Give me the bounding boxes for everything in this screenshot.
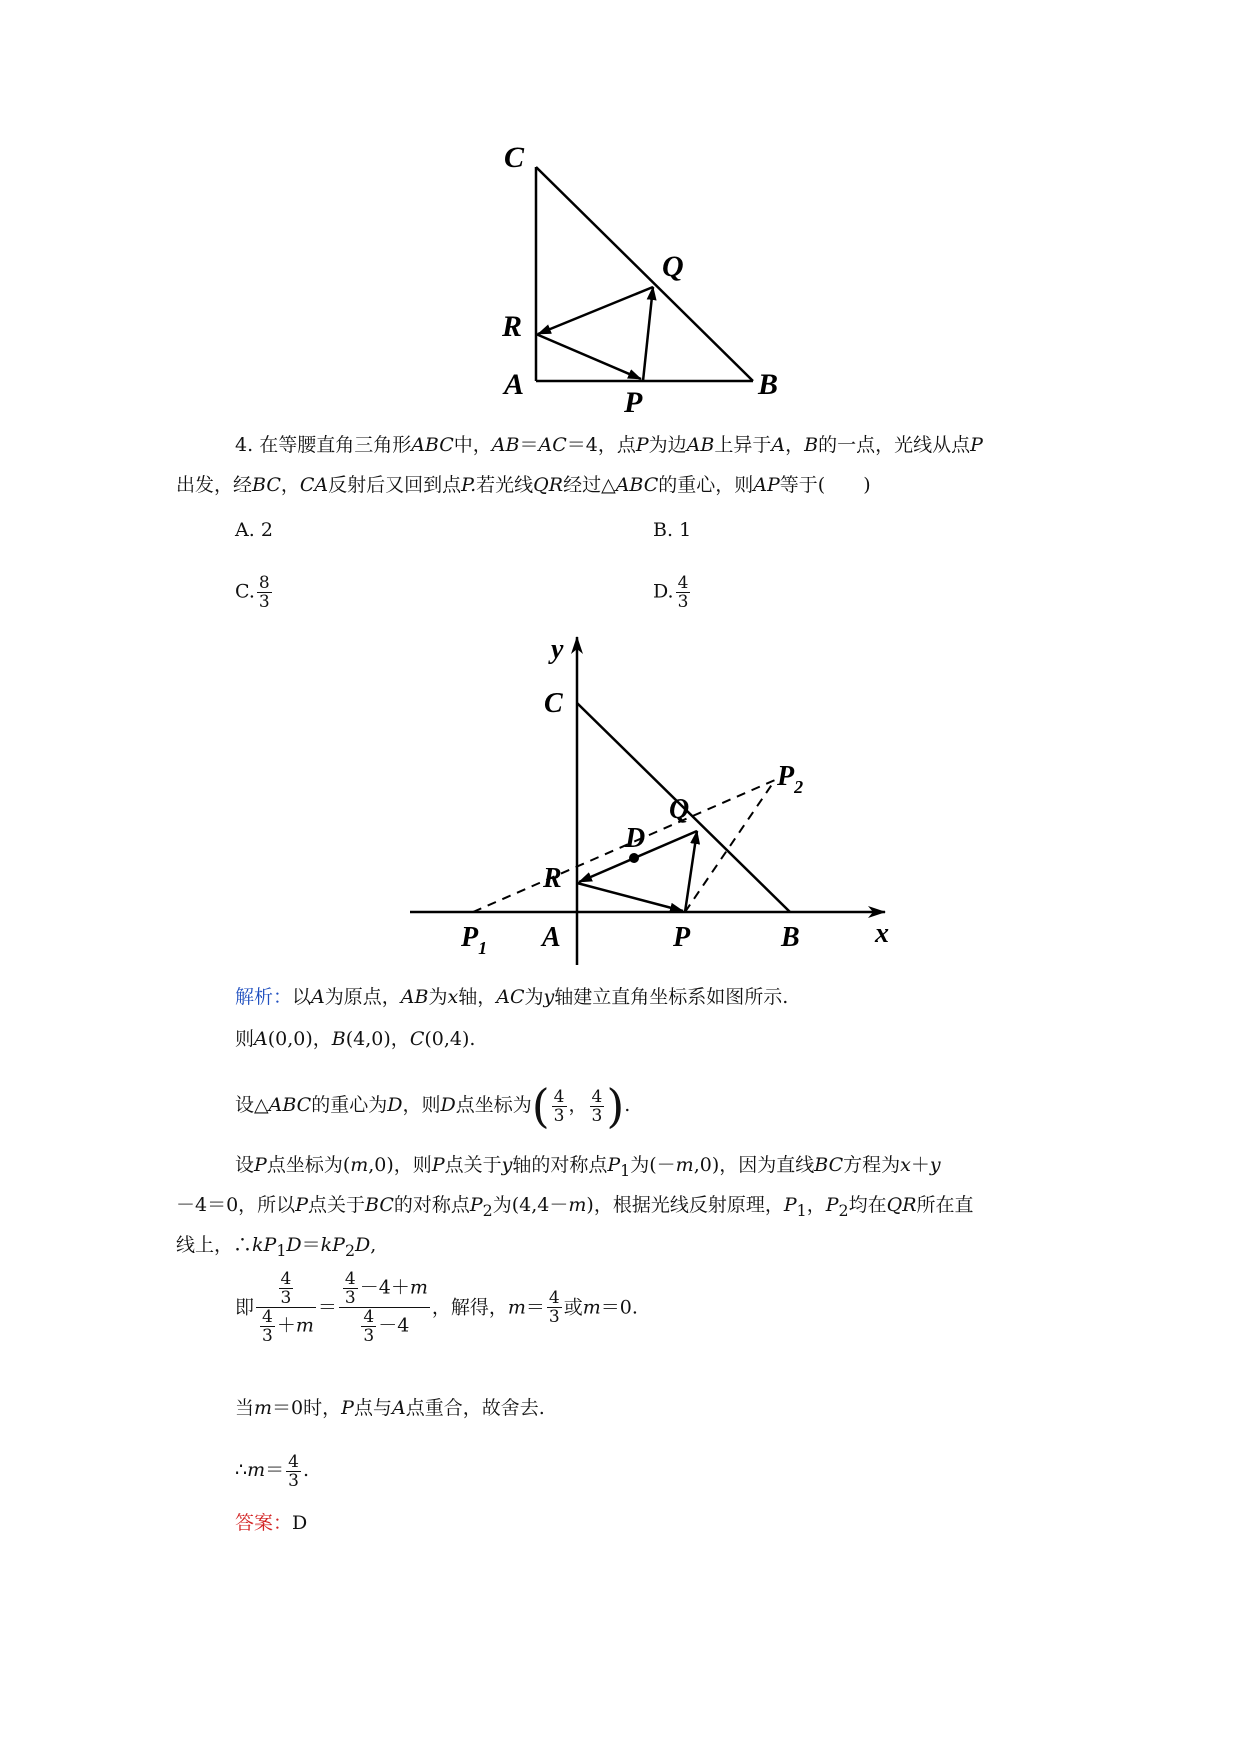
problem-line-2: 出发，经BC，CA反射后又回到点P.若光线QR经过△ABC的重心，则AP等于( ) [176, 474, 871, 496]
label-p: P [673, 922, 691, 953]
label-p2: $P_2$ [777, 761, 804, 797]
solution-line-8: 当m＝0时，P点与A点重合，故舍去. [235, 1397, 545, 1419]
label-b: B [781, 922, 800, 953]
fraction: $\frac{8}{3}$ [258, 573, 270, 612]
fraction: $\frac{4}{3}$ [288, 1451, 299, 1491]
answer-value: D [292, 1512, 308, 1534]
label-a: A [542, 922, 561, 953]
option-c[interactable]: C. $\frac{8}{3}$ [235, 573, 270, 612]
label-r: R [502, 310, 523, 343]
option-b[interactable]: B. 1 [653, 519, 692, 541]
solution-line-2: 则A(0,0)，B(4,0)，C(0,4). [235, 1028, 476, 1050]
solution-line-9: ∴m＝ $\frac{4}{3}$ . [235, 1451, 310, 1491]
label-q: Q [669, 794, 690, 825]
analysis-label: 解析： [235, 986, 293, 1008]
label-p1: $P_1$ [461, 922, 488, 958]
label-b: B [758, 368, 779, 401]
option-a[interactable]: A. 2 [235, 519, 273, 541]
left-paren: ( [531, 1079, 550, 1133]
solution-line-1: 解析：以A为原点，AB为x轴，AC为y轴建立直角坐标系如图所示. [235, 986, 789, 1008]
label-a: A [504, 368, 525, 401]
answer-label: 答案： [235, 1512, 293, 1534]
label-x: x [875, 918, 889, 949]
ray-qr [538, 287, 653, 334]
label-y: y [551, 634, 564, 665]
figure-coordinate-solution [405, 625, 905, 965]
solution-line-5: －4＝0，所以P点关于BC的对称点$P_2$为(4,4－m)，根据光线反射原理，$P_1$，$P_2$均在QR所在直 [176, 1194, 974, 1220]
label-q: Q [662, 250, 684, 283]
fraction: $\frac{4}{3}$ [553, 1086, 565, 1126]
fraction: $\frac{4}{3}$ [344, 1269, 356, 1308]
right-paren: ) [606, 1079, 625, 1133]
label-d: D [625, 823, 646, 854]
label-p: P [624, 386, 643, 419]
answer-line [235, 1508, 307, 1538]
dashed-p1-p2 [473, 780, 775, 912]
fraction: $\frac{4}{3}$ [548, 1288, 560, 1327]
fraction: $\frac{4}{3}$ [677, 573, 689, 612]
ray-rp [536, 334, 641, 379]
ray-pq [685, 831, 697, 912]
label-c: C [504, 141, 525, 174]
ray-pq [643, 287, 653, 381]
fraction: $\frac{4}{3}$ [280, 1269, 292, 1308]
solution-equation: 即 $\frac{4}{3}$ $\frac{4}{3}$ ＋m ＝ $\frac{4}{3}$ －4＋m $\frac{4}{3}$ －4 ，解得，m＝ $\frac{4}{3}$ 或m＝0. [235, 1269, 638, 1346]
ray-rp [577, 883, 683, 911]
figure-triangle-reflection [490, 140, 810, 430]
label-r: R [543, 863, 562, 894]
label-c: C [544, 688, 563, 719]
centroid-point [629, 853, 639, 863]
solution-line-6: 线上，$\therefore kP_1D=kP_2D$, [176, 1234, 377, 1260]
fraction: $\frac{4}{3}$ [591, 1086, 603, 1126]
option-d[interactable]: D. $\frac{4}{3}$ [653, 573, 689, 612]
fraction: $\frac{4}{3}$ [262, 1307, 273, 1346]
equation-right-fraction: $\frac{4}{3}$ －4＋m $\frac{4}{3}$ －4 [339, 1270, 430, 1345]
equation-left-fraction: $\frac{4}{3}$ $\frac{4}{3}$ ＋m [256, 1270, 316, 1345]
solution-line-4: 设P点坐标为(m,0)，则P点关于y轴的对称点$P_1$为(－m,0)，因为直线BC方程为x＋y [235, 1154, 941, 1180]
solution-line-3: 设△ABC的重心为D，则D点坐标为( $\frac{4}{3}$ ， $\frac{4}{3}$ ). [235, 1079, 631, 1133]
fraction: $\frac{4}{3}$ [363, 1307, 375, 1346]
problem-line-1: 4. 在等腰直角三角形ABC中，AB＝AC＝4，点P为边AB上异于A，B的一点，光线从点P [235, 434, 983, 456]
